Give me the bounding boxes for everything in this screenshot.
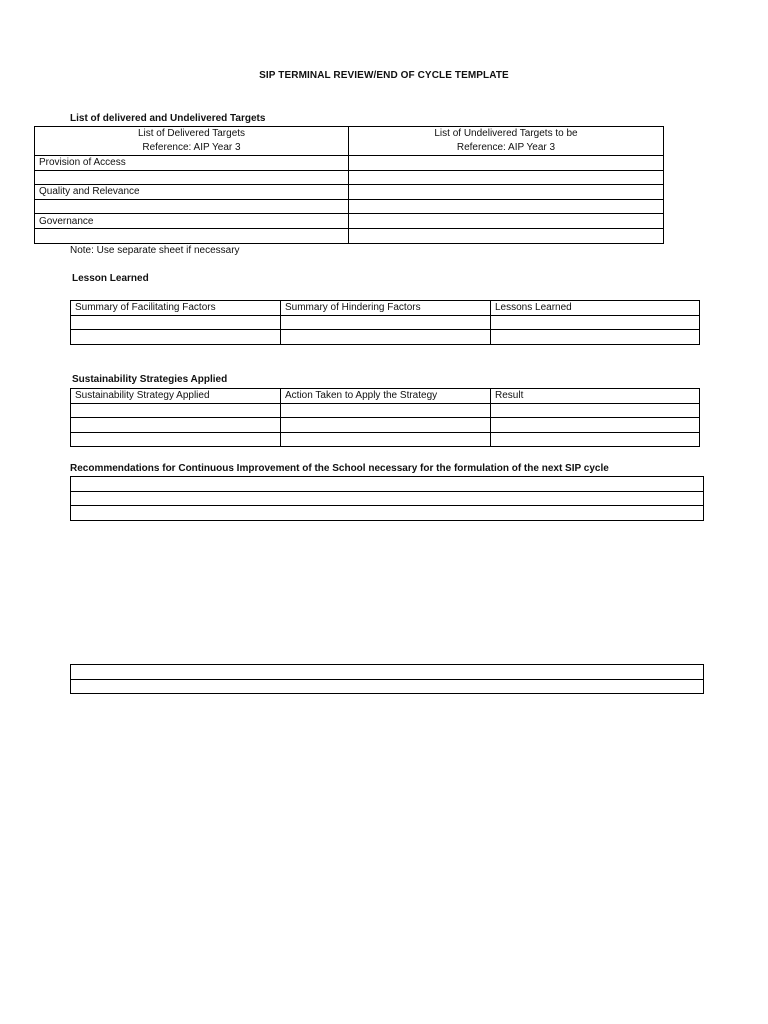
recommendations-heading: Recommendations for Continuous Improvement of the School necessary for the formulation of the next SIP cycle: [70, 463, 609, 474]
table-row: [71, 679, 704, 694]
table-cell[interactable]: [281, 432, 491, 447]
table-cell[interactable]: [71, 432, 281, 447]
table-cell[interactable]: [35, 228, 349, 243]
table-row: [71, 432, 700, 447]
strategy-applied-header: Sustainability Strategy Applied: [71, 389, 281, 404]
table-row: [71, 330, 700, 345]
table-cell[interactable]: [71, 506, 704, 521]
table-cell[interactable]: [349, 214, 664, 229]
table-cell[interactable]: [281, 418, 491, 433]
lessons-learned-header: Lessons Learned: [491, 301, 700, 316]
table-row: [71, 477, 704, 492]
lessons-table: [70, 300, 700, 345]
targets-heading: List of delivered and Undelivered Targets: [70, 113, 266, 124]
table-cell[interactable]: [71, 315, 281, 330]
target-category-cell[interactable]: Governance: [35, 214, 349, 229]
table-row: [35, 199, 664, 214]
separate-sheet-note: Note: Use separate sheet if necessary: [70, 245, 240, 256]
target-category-cell[interactable]: Quality and Relevance: [35, 185, 349, 200]
table-row: [71, 418, 700, 433]
sustainability-heading: Sustainability Strategies Applied: [72, 374, 228, 385]
recommendations-table: [70, 476, 704, 521]
targets-header-row: [35, 127, 664, 156]
table-cell[interactable]: [71, 330, 281, 345]
targets-table: [34, 126, 664, 244]
table-cell[interactable]: [349, 170, 664, 185]
table-cell[interactable]: [71, 679, 704, 694]
table-cell[interactable]: [491, 418, 700, 433]
hindering-factors-header: Summary of Hindering Factors: [281, 301, 491, 316]
action-taken-header: Action Taken to Apply the Strategy: [281, 389, 491, 404]
table-cell[interactable]: [349, 185, 664, 200]
table-cell[interactable]: [349, 156, 664, 171]
table-row: [71, 403, 700, 418]
delivered-header-line2: Reference: AIP Year 3: [142, 142, 241, 153]
blank-lines-table: [70, 664, 704, 694]
sustainability-header-row: [71, 389, 700, 404]
table-cell[interactable]: [71, 665, 704, 680]
delivered-header-line1: List of Delivered Targets: [137, 128, 246, 139]
table-cell[interactable]: [71, 491, 704, 506]
table-cell[interactable]: [349, 199, 664, 214]
result-header: Result: [491, 389, 700, 404]
table-cell[interactable]: [281, 315, 491, 330]
table-row: [35, 228, 664, 243]
table-row: [35, 214, 664, 229]
sustainability-table: [70, 388, 700, 447]
table-row: [35, 156, 664, 171]
lessons-heading: Lesson Learned: [72, 273, 149, 284]
table-cell[interactable]: [491, 330, 700, 345]
table-row: [35, 185, 664, 200]
undelivered-header-line1: List of Undelivered Targets to be: [434, 128, 578, 139]
table-row: [71, 491, 704, 506]
target-category-cell[interactable]: Provision of Access: [35, 156, 349, 171]
lessons-header-row: [71, 301, 700, 316]
undelivered-header-line2: Reference: AIP Year 3: [456, 142, 556, 153]
table-cell[interactable]: [491, 432, 700, 447]
table-cell[interactable]: [71, 403, 281, 418]
table-cell[interactable]: [281, 403, 491, 418]
table-cell[interactable]: [491, 315, 700, 330]
table-cell[interactable]: [71, 418, 281, 433]
table-row: [71, 315, 700, 330]
table-cell[interactable]: [35, 199, 349, 214]
table-cell[interactable]: [349, 228, 664, 243]
table-row: [71, 665, 704, 680]
table-cell[interactable]: [35, 170, 349, 185]
table-row: [71, 506, 704, 521]
page-title: SIP TERMINAL REVIEW/END OF CYCLE TEMPLATE: [259, 70, 509, 81]
delivered-targets-header: [35, 127, 349, 156]
table-cell[interactable]: [71, 477, 704, 492]
undelivered-targets-header: [349, 127, 664, 156]
table-cell[interactable]: [281, 330, 491, 345]
table-row: [35, 170, 664, 185]
facilitating-factors-header: Summary of Facilitating Factors: [71, 301, 281, 316]
table-cell[interactable]: [491, 403, 700, 418]
